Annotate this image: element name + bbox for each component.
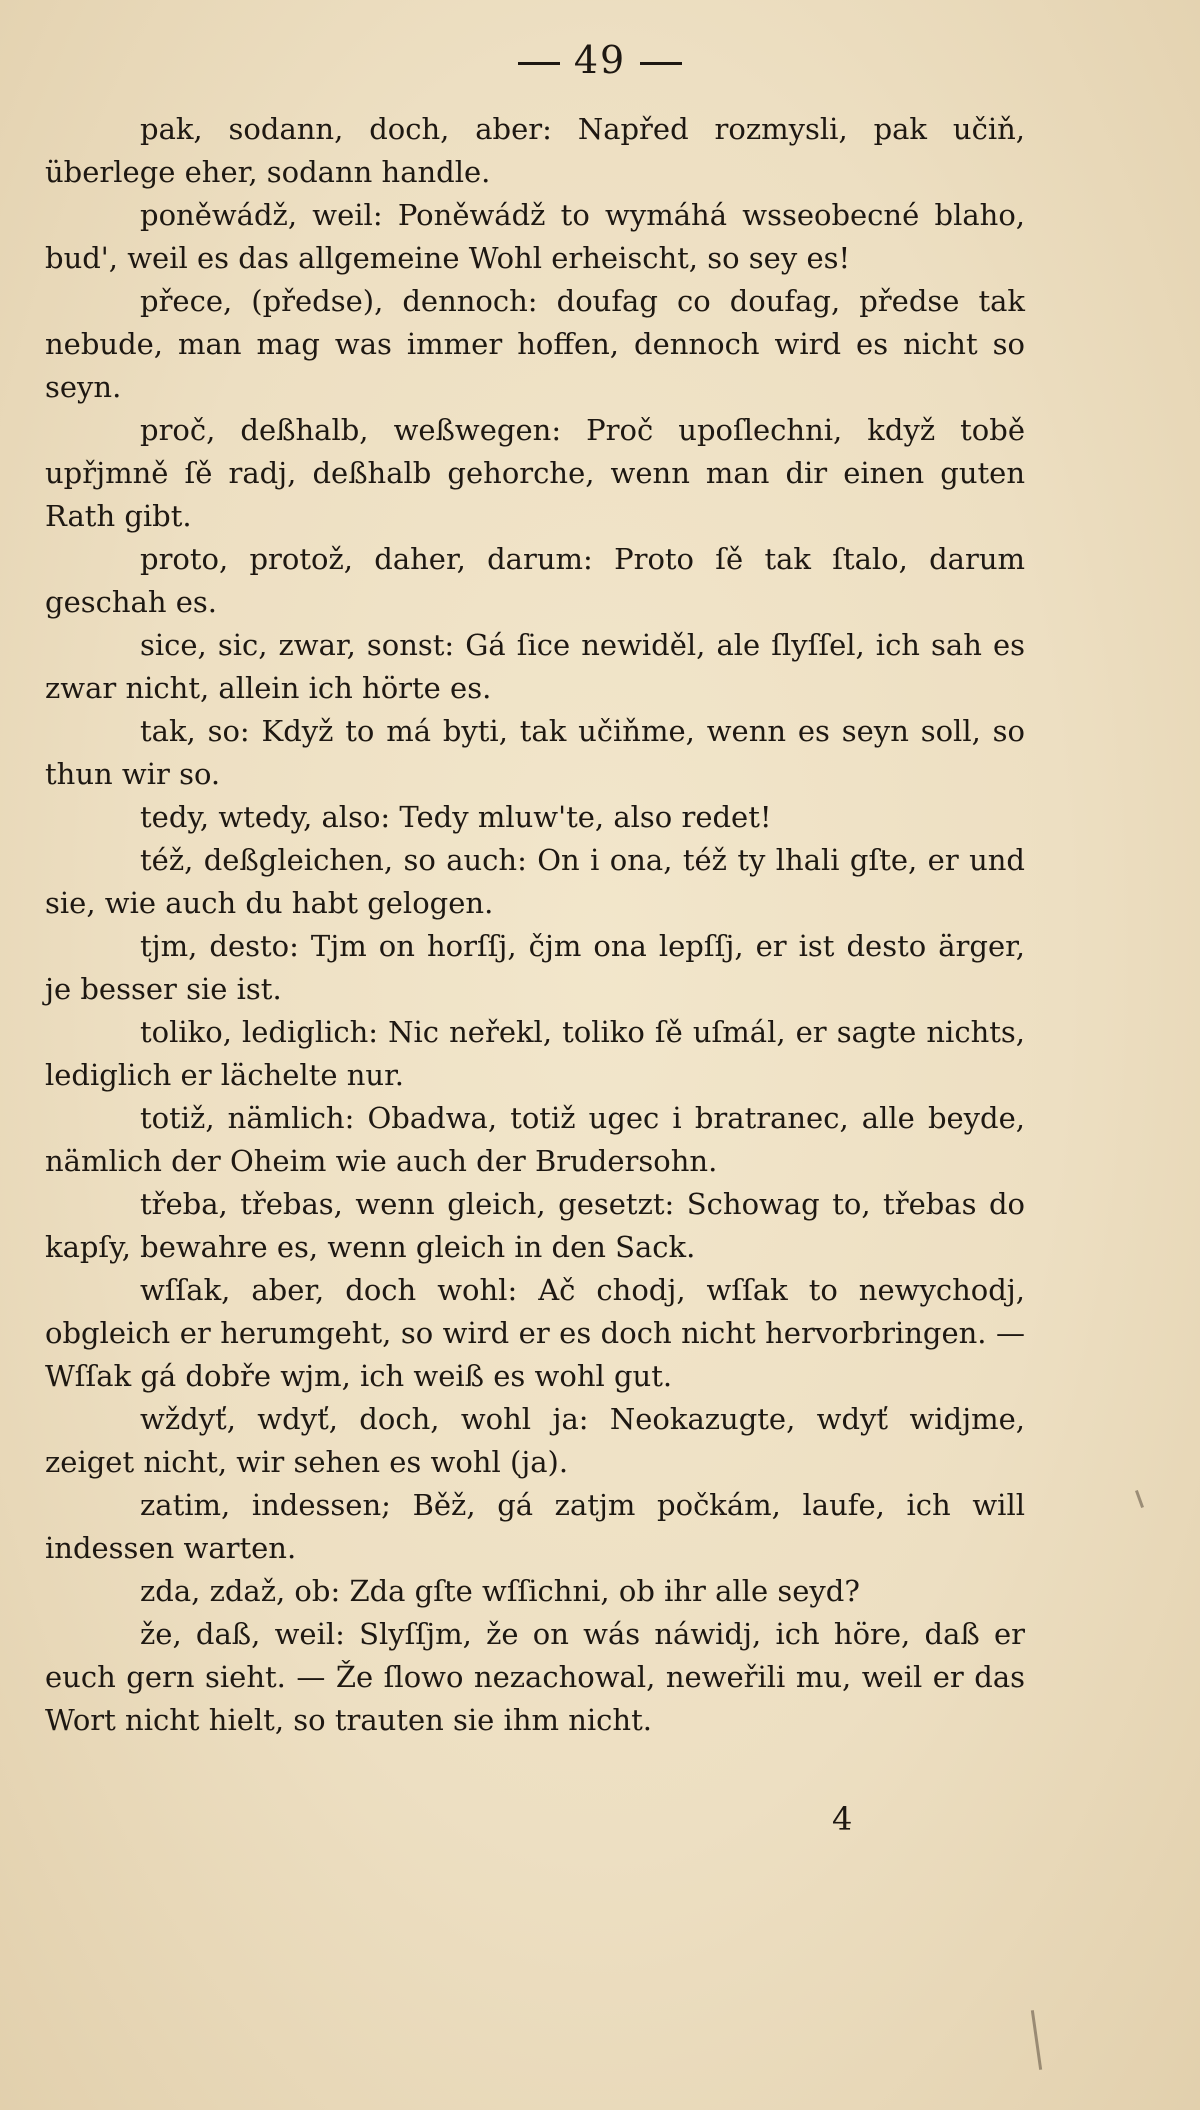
entry-example: doufag co doufag, předse tak nebude, man mag was immer hoffen, dennoch wird es nicht so seyn. <box>45 284 1026 404</box>
entry-example: Neokazugte, wdyť widjme, zeiget nicht, wir sehen es wohl (ja). <box>45 1402 1025 1479</box>
entry-term: přece, (předse), dennoch: <box>140 284 538 318</box>
entry-term: toliko, lediglich: <box>140 1015 379 1049</box>
entry-term: proto, protož, daher, darum: <box>140 542 593 576</box>
entry <box>45 108 1025 194</box>
entry <box>45 839 1025 925</box>
entry-term: totiž, nämlich: <box>140 1101 355 1135</box>
entry-term: wſſak, aber, doch wohl: <box>140 1273 518 1307</box>
dictionary-entries <box>45 108 1025 1742</box>
entry-example: Obadwa, totiž ugec i bratranec, alle beyde, nämlich der Oheim wie auch der Brudersohn. <box>45 1101 1026 1178</box>
entry-example: Proč upoſlechni, když tobě upřjmně ſě radj, deßhalb gehorche, wenn man dir einen guten Rath gibt. <box>45 413 1025 533</box>
entry-example: Napřed rozmysli, pak učiň, überlege eher, sodann handle. <box>45 112 1025 189</box>
entry-term: tedy, wtedy, also: <box>140 800 391 834</box>
entry <box>45 1613 1025 1742</box>
entry-term: pak, sodann, doch, aber: <box>140 112 552 146</box>
entry-term: zatim, indessen; <box>140 1488 391 1522</box>
entry <box>45 1570 1025 1613</box>
entry <box>45 1183 1025 1269</box>
entry-term: poněwádž, weil: <box>140 198 383 232</box>
entry-term: wždyť, wdyť, doch, wohl ja: <box>140 1402 589 1436</box>
entry-term: tak, so: <box>140 714 250 748</box>
entry-term: sice, sic, zwar, sonst: <box>140 628 455 662</box>
entry-term: že, daß, weil: <box>140 1617 345 1651</box>
page-number: 49 <box>573 38 627 82</box>
header-dash-right <box>640 62 682 65</box>
entry-term: třeba, třebas, wenn gleich, gesetzt: <box>140 1187 675 1221</box>
entry-term: tjm, desto: <box>140 929 299 963</box>
entry-example: On i ona, též ty lhali gſte, er und sie, wie auch du habt gelogen. <box>45 843 1025 920</box>
entry <box>45 1011 1025 1097</box>
page-header <box>0 38 1200 82</box>
entry-example: Ač chodj, wſſak to newychodj, obgleich er herumgeht, so wird er es doch nicht hervorbringen. — Wſſak gá dobře wjm, ich weiß es wohl gut. <box>45 1273 1025 1393</box>
paper-blemish <box>1135 1490 1144 1508</box>
entry <box>45 1484 1025 1570</box>
entry <box>45 710 1025 796</box>
entry <box>45 1269 1025 1398</box>
entry-term: proč, deßhalb, weßwegen: <box>140 413 562 447</box>
entry-example: Schowag to, třebas do kapſy, bewahre es, wenn gleich in den Sack. <box>45 1187 1025 1264</box>
entry-example: Nic neřekl, toliko ſě uſmál, er sagte nichts, lediglich er lächelte nur. <box>45 1015 1025 1092</box>
entry <box>45 925 1025 1011</box>
entry-example: Poněwádž to wymáhá wsseobecné blaho, bud', weil es das allgemeine Wohl erheischt, so sey es! <box>45 198 1025 275</box>
entry-example: Běž, gá zatjm počkám, laufe, ich will indessen warten. <box>45 1488 1026 1565</box>
entry-example: Slyſſjm, že on wás náwidj, ich höre, daß er euch gern sieht. — Že ſlowo nezachowal, neweřili mu, weil er das Wort nicht hielt, so trauten sie ihm nicht. <box>45 1617 1026 1737</box>
entry-term: též, deßgleichen, so auch: <box>140 843 527 877</box>
entry-example: Tjm on horſſj, čjm ona lepſſj, er ist desto ärger, je besser sie ist. <box>45 929 1025 1006</box>
entry-term: zda, zdaž, ob: <box>140 1574 341 1608</box>
entry <box>45 796 1025 839</box>
signature-mark: 4 <box>832 1800 853 1838</box>
entry <box>45 1097 1025 1183</box>
entry-example: Když to má byti, tak učiňme, wenn es seyn soll, so thun wir so. <box>45 714 1025 791</box>
entry-example: Tedy mluw'te, also redet! <box>399 800 772 834</box>
header-dash-left <box>518 62 560 65</box>
entry <box>45 624 1025 710</box>
entry <box>45 1398 1025 1484</box>
entry <box>45 194 1025 280</box>
entry <box>45 280 1025 409</box>
entry-example: Proto ſě tak ſtalo, darum geschah es. <box>45 542 1026 619</box>
paper-blemish <box>1031 2010 1042 2070</box>
entry <box>45 409 1025 538</box>
entry-example: Zda gſte wſſichni, ob ihr alle seyd? <box>349 1574 860 1608</box>
entry <box>45 538 1025 624</box>
entry-example: Gá ſice newiděl, ale ſlyſſel, ich sah es zwar nicht, allein ich hörte es. <box>45 628 1025 705</box>
